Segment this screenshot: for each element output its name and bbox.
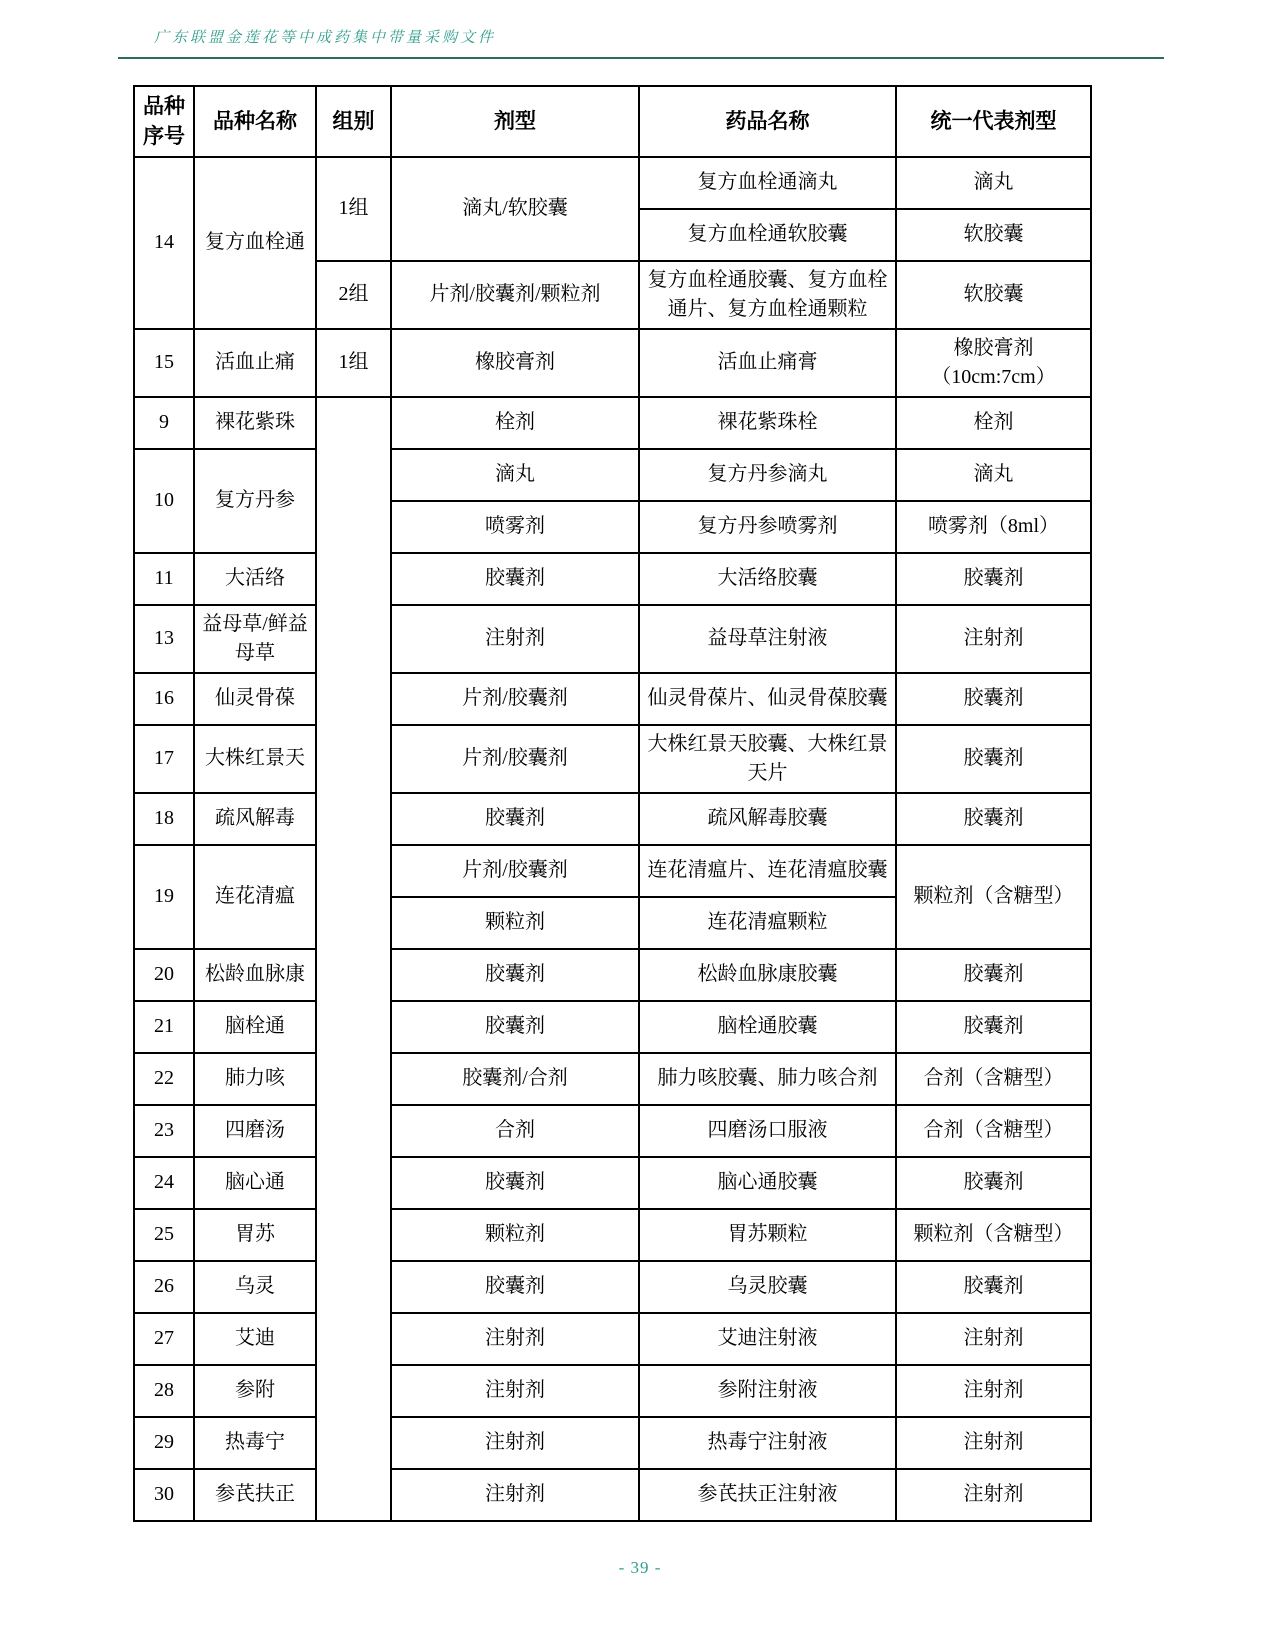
dosage-cell: 胶囊剂 — [391, 1261, 639, 1313]
table-row — [134, 449, 1091, 501]
dosage-cell: 片剂/胶囊剂 — [391, 673, 639, 725]
drug-cell: 参芪扶正注射液 — [639, 1469, 896, 1521]
table-row — [134, 329, 1091, 397]
drug-cell: 仙灵骨葆片、仙灵骨葆胶囊 — [639, 673, 896, 725]
drug-cell: 连花清瘟片、连花清瘟胶囊 — [639, 845, 896, 897]
drug-cell: 大株红景天胶囊、大株红景天片 — [639, 725, 896, 793]
seq-cell: 22 — [134, 1053, 194, 1105]
rep-cell: 胶囊剂 — [896, 553, 1091, 605]
table-row — [134, 725, 1091, 793]
dosage-cell: 注射剂 — [391, 605, 639, 673]
table-row — [134, 1105, 1091, 1157]
rep-cell: 胶囊剂 — [896, 793, 1091, 845]
seq-cell: 25 — [134, 1209, 194, 1261]
rep-cell: 颗粒剂（含糖型） — [896, 1209, 1091, 1261]
seq-cell: 20 — [134, 949, 194, 1001]
rep-cell: 注射剂 — [896, 1365, 1091, 1417]
drug-cell: 大活络胶囊 — [639, 553, 896, 605]
seq-cell: 16 — [134, 673, 194, 725]
drug-cell: 益母草注射液 — [639, 605, 896, 673]
col-header-rep: 统一代表剂型 — [896, 86, 1091, 157]
rep-cell: 软胶囊 — [896, 261, 1091, 329]
drug-cell: 脑栓通胶囊 — [639, 1001, 896, 1053]
rep-cell: 软胶囊 — [896, 209, 1091, 261]
page-number: - 39 - — [618, 1558, 662, 1577]
seq-cell: 29 — [134, 1417, 194, 1469]
rep-cell: 橡胶膏剂（10cm:7cm） — [896, 329, 1091, 397]
rep-cell: 胶囊剂 — [896, 673, 1091, 725]
name-cell: 热毒宁 — [194, 1417, 316, 1469]
document-header — [118, 26, 1164, 59]
name-cell: 连花清瘟 — [194, 845, 316, 949]
dosage-cell: 片剂/胶囊剂 — [391, 845, 639, 897]
col-header-group: 组别 — [316, 86, 391, 157]
table-row — [134, 1313, 1091, 1365]
seq-cell: 30 — [134, 1469, 194, 1521]
table-row — [134, 1053, 1091, 1105]
table-row — [134, 1261, 1091, 1313]
rep-cell: 胶囊剂 — [896, 949, 1091, 1001]
rep-cell: 胶囊剂 — [896, 1261, 1091, 1313]
drug-cell: 艾迪注射液 — [639, 1313, 896, 1365]
dosage-cell: 滴丸 — [391, 449, 639, 501]
col-header-seq: 品种序号 — [134, 86, 194, 157]
name-cell: 肺力咳 — [194, 1053, 316, 1105]
seq-cell: 15 — [134, 329, 194, 397]
document-header-title: 广东联盟金莲花等中成药集中带量采购文件 — [154, 30, 497, 46]
rep-cell: 注射剂 — [896, 605, 1091, 673]
col-header-dosage: 剂型 — [391, 86, 639, 157]
name-cell: 松龄血脉康 — [194, 949, 316, 1001]
table-row — [134, 1417, 1091, 1469]
dosage-cell: 喷雾剂 — [391, 501, 639, 553]
table-row — [134, 949, 1091, 1001]
rep-cell: 注射剂 — [896, 1313, 1091, 1365]
col-header-name: 品种名称 — [194, 86, 316, 157]
seq-cell: 21 — [134, 1001, 194, 1053]
seq-cell: 26 — [134, 1261, 194, 1313]
drug-cell: 连花清瘟颗粒 — [639, 897, 896, 949]
dosage-cell: 注射剂 — [391, 1365, 639, 1417]
table-row — [134, 605, 1091, 673]
name-cell: 参附 — [194, 1365, 316, 1417]
name-cell: 复方血栓通 — [194, 157, 316, 329]
seq-cell: 18 — [134, 793, 194, 845]
name-cell: 大活络 — [194, 553, 316, 605]
table-row — [134, 1157, 1091, 1209]
drug-cell: 胃苏颗粒 — [639, 1209, 896, 1261]
group-cell: 2组 — [316, 261, 391, 329]
table-header-row — [134, 86, 1091, 157]
seq-cell: 27 — [134, 1313, 194, 1365]
drug-cell: 复方血栓通滴丸 — [639, 157, 896, 209]
dosage-cell: 片剂/胶囊剂/颗粒剂 — [391, 261, 639, 329]
dosage-cell: 滴丸/软胶囊 — [391, 157, 639, 261]
table-row — [134, 157, 1091, 209]
table-row — [134, 1365, 1091, 1417]
dosage-cell: 胶囊剂/合剂 — [391, 1053, 639, 1105]
rep-cell: 合剂（含糖型） — [896, 1053, 1091, 1105]
seq-cell: 13 — [134, 605, 194, 673]
name-cell: 裸花紫珠 — [194, 397, 316, 449]
seq-cell: 23 — [134, 1105, 194, 1157]
rep-cell: 胶囊剂 — [896, 1001, 1091, 1053]
dosage-cell: 注射剂 — [391, 1469, 639, 1521]
dosage-cell: 注射剂 — [391, 1417, 639, 1469]
col-header-drug: 药品名称 — [639, 86, 896, 157]
rep-cell: 胶囊剂 — [896, 725, 1091, 793]
table-row — [134, 1001, 1091, 1053]
name-cell: 脑栓通 — [194, 1001, 316, 1053]
seq-cell: 28 — [134, 1365, 194, 1417]
drug-cell: 参附注射液 — [639, 1365, 896, 1417]
seq-cell: 11 — [134, 553, 194, 605]
rep-cell: 胶囊剂 — [896, 1157, 1091, 1209]
dosage-cell: 颗粒剂 — [391, 1209, 639, 1261]
name-cell: 益母草/鲜益母草 — [194, 605, 316, 673]
name-cell: 艾迪 — [194, 1313, 316, 1365]
rep-cell: 滴丸 — [896, 157, 1091, 209]
group-cell: 1组 — [316, 329, 391, 397]
dosage-cell: 注射剂 — [391, 1313, 639, 1365]
dosage-cell: 片剂/胶囊剂 — [391, 725, 639, 793]
rep-cell: 喷雾剂（8ml） — [896, 501, 1091, 553]
table-row — [134, 397, 1091, 449]
seq-cell: 9 — [134, 397, 194, 449]
group-cell: 1组 — [316, 157, 391, 261]
drug-cell: 复方丹参滴丸 — [639, 449, 896, 501]
name-cell: 仙灵骨葆 — [194, 673, 316, 725]
seq-cell: 17 — [134, 725, 194, 793]
name-cell: 复方丹参 — [194, 449, 316, 553]
seq-cell: 10 — [134, 449, 194, 553]
drug-cell: 复方血栓通软胶囊 — [639, 209, 896, 261]
drug-cell: 复方血栓通胶囊、复方血栓通片、复方血栓通颗粒 — [639, 261, 896, 329]
dosage-cell: 胶囊剂 — [391, 1001, 639, 1053]
drug-table-body — [134, 157, 1091, 1521]
seq-cell: 19 — [134, 845, 194, 949]
group-cell — [316, 397, 391, 1521]
drug-cell: 裸花紫珠栓 — [639, 397, 896, 449]
dosage-cell: 栓剂 — [391, 397, 639, 449]
dosage-cell: 胶囊剂 — [391, 553, 639, 605]
drug-cell: 疏风解毒胶囊 — [639, 793, 896, 845]
drug-cell: 脑心通胶囊 — [639, 1157, 896, 1209]
table-row — [134, 1469, 1091, 1521]
dosage-cell: 颗粒剂 — [391, 897, 639, 949]
dosage-cell: 橡胶膏剂 — [391, 329, 639, 397]
drug-cell: 松龄血脉康胶囊 — [639, 949, 896, 1001]
name-cell: 参芪扶正 — [194, 1469, 316, 1521]
name-cell: 乌灵 — [194, 1261, 316, 1313]
rep-cell: 颗粒剂（含糖型） — [896, 845, 1091, 949]
table-row — [134, 553, 1091, 605]
dosage-cell: 胶囊剂 — [391, 793, 639, 845]
rep-cell: 注射剂 — [896, 1469, 1091, 1521]
rep-cell: 栓剂 — [896, 397, 1091, 449]
name-cell: 疏风解毒 — [194, 793, 316, 845]
rep-cell: 合剂（含糖型） — [896, 1105, 1091, 1157]
name-cell: 胃苏 — [194, 1209, 316, 1261]
name-cell: 活血止痛 — [194, 329, 316, 397]
drug-cell: 四磨汤口服液 — [639, 1105, 896, 1157]
drug-cell: 复方丹参喷雾剂 — [639, 501, 896, 553]
seq-cell: 14 — [134, 157, 194, 329]
rep-cell: 注射剂 — [896, 1417, 1091, 1469]
drug-cell: 肺力咳胶囊、肺力咳合剂 — [639, 1053, 896, 1105]
name-cell: 脑心通 — [194, 1157, 316, 1209]
drug-table — [133, 85, 1092, 1522]
drug-cell: 活血止痛膏 — [639, 329, 896, 397]
name-cell: 四磨汤 — [194, 1105, 316, 1157]
rep-cell: 滴丸 — [896, 449, 1091, 501]
table-row — [134, 793, 1091, 845]
drug-cell: 乌灵胶囊 — [639, 1261, 896, 1313]
name-cell: 大株红景天 — [194, 725, 316, 793]
dosage-cell: 胶囊剂 — [391, 1157, 639, 1209]
table-row — [134, 1209, 1091, 1261]
drug-cell: 热毒宁注射液 — [639, 1417, 896, 1469]
seq-cell: 24 — [134, 1157, 194, 1209]
table-row — [134, 673, 1091, 725]
dosage-cell: 合剂 — [391, 1105, 639, 1157]
table-row — [134, 845, 1091, 897]
dosage-cell: 胶囊剂 — [391, 949, 639, 1001]
